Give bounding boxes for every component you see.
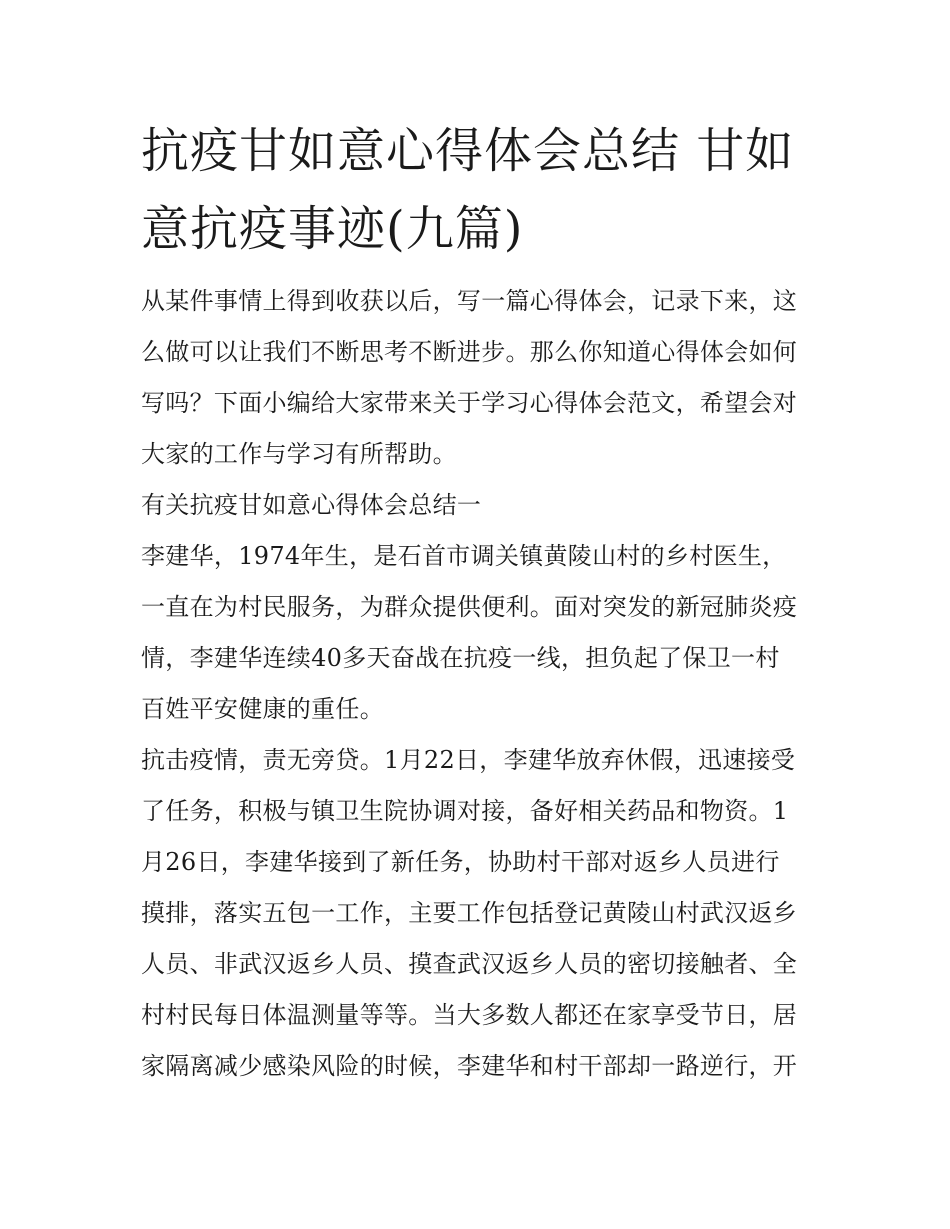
document-title: [141, 112, 813, 268]
body-line-16: 家隔离减少感染风险的时候，李建华和村干部却一路逆行，开: [141, 1052, 798, 1080]
title-line-1: 抗疫甘如意心得体会总结 甘如: [141, 123, 795, 179]
body-line-10: 抗击疫情，责无旁贷。1月22日，李建华放弃休假，迅速接受: [141, 746, 796, 774]
body-line-3: 写吗？下面小编给大家带来关于学习心得体会范文，希望会对: [141, 389, 798, 417]
title-line-2: 意抗疫事迹(九篇): [141, 201, 524, 257]
document-page: [141, 112, 813, 1092]
body-line-11: 了任务，积极与镇卫生院协调对接，备好相关药品和物资。1: [141, 797, 789, 825]
body-line-14: 人员、非武汉返乡人员、摸查武汉返乡人员的密切接触者、全: [141, 950, 798, 978]
body-line-4: 大家的工作与学习有所帮助。: [141, 440, 457, 468]
section-heading: 有关抗疫甘如意心得体会总结一: [141, 491, 482, 519]
body-line-9: 百姓平安健康的重任。: [141, 695, 384, 723]
body-line-13: 摸排，落实五包一工作，主要工作包括登记黄陵山村武汉返乡: [141, 899, 798, 927]
body-line-7: 一直在为村民服务，为群众提供便利。面对突发的新冠肺炎疫: [141, 593, 798, 621]
body-line-15: 村村民每日体温测量等等。当大多数人都还在家享受节日，居: [141, 1001, 798, 1029]
body-line-2: 么做可以让我们不断思考不断进步。那么你知道心得体会如何: [141, 338, 798, 366]
document-body: [141, 276, 813, 1092]
body-line-1: 从某件事情上得到收获以后，写一篇心得体会，记录下来，这: [141, 287, 798, 315]
body-line-12: 月26日，李建华接到了新任务，协助村干部对返乡人员进行: [141, 848, 780, 876]
body-line-8: 情，李建华连续40多天奋战在抗疫一线，担负起了保卫一村: [141, 644, 780, 672]
body-line-6: 李建华，1974年生，是石首市调关镇黄陵山村的乡村医生，: [141, 542, 787, 570]
